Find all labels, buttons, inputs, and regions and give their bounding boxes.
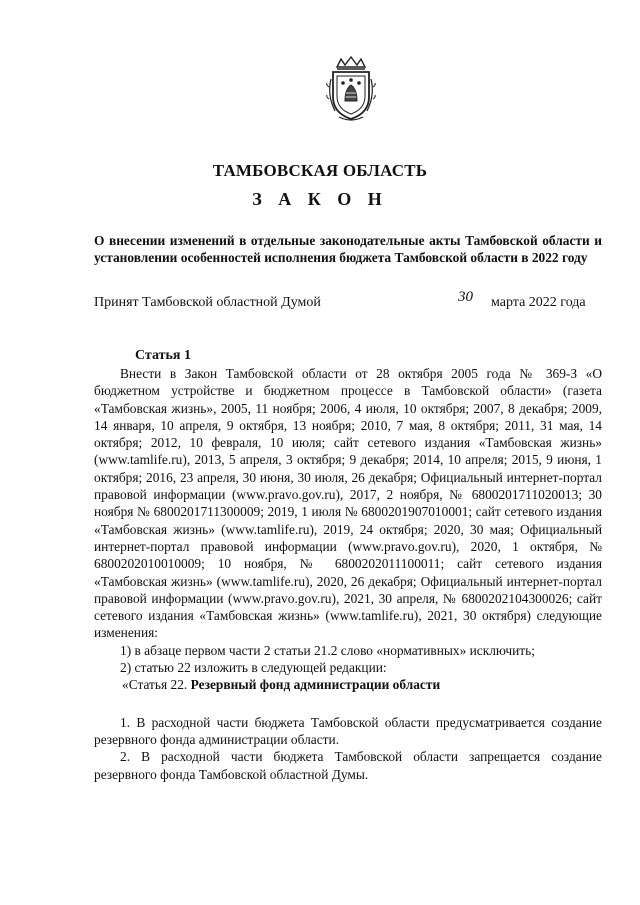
article-body	[94, 365, 602, 783]
article-intro: Внести в Закон Тамбовской области от 28 октября 2005 года № 369-З «О бюджетном устройстве и бюджетном процессе в Тамбовской области» (газета «Тамбовская жизнь», 2005, 11 ноября; 2006, 4 июля, 10 октября; 2007, 8 декабря; 2009, 14 января, 10 апреля, 9 октября, 13 ноября; 2010, 7 мая, 8 октября; 2011, 31 мая, 14 октября; 2012, 10 февраля, 10 июля; сайт сетевого издания «Тамбовская жизнь» (www.tamlife.ru), 2013, 5 апреля, 3 октября; 9 декабря; 2014, 10 апреля; 2015, 9 июня, 1 октября; 2016, 23 апреля, 30 июня, 30 июля, 26 декабря; Официальный интернет-портал правовой информации (www.pravo.gov.ru), 2017, 2 ноября, № 6800201711020013; 30 ноября № 6800201711300009; 2019, 1 июля № 6800201907010001; сайт сетевого издания «Тамбовская жизнь» (www.tamlife.ru), 2019, 24 октября; 2020, 30 мая; Официальный интернет-портал правовой информации (www.pravo.gov.ru), 2020, 1 октября, № 6800202010010009; 10 ноября, № 6800202011100011; сайт сетевого издания «Тамбовская жизнь» (www.tamlife.ru), 2020, 26 декабря; Официальный интернет-портал правовой информации (www.pravo.gov.ru), 2021, 30 апреля, № 6800202104300026; сайт сетевого издания «Тамбовская жизнь» (www.tamlife.ru), 2021, 30 октября) следующие изменения:	[94, 366, 602, 641]
article-heading: Статья 1	[135, 348, 191, 363]
amendment-item-1: 1) в абзаце первом части 2 статьи 21.2 слово «нормативных» исключить;	[120, 642, 535, 658]
quoted-paragraph-2: 2. В расходной части бюджета Тамбовской области запрещается создание резервного фонда Тамбовской областной Думы.	[94, 749, 602, 782]
adoption-day: 30	[458, 289, 473, 305]
quoted-article-title: Резервный фонд администрации области	[190, 677, 441, 693]
quoted-article-prefix: «Статья 22.	[122, 677, 191, 693]
law-subject: О внесении изменений в отдельные законодательные акты Тамбовской области и установлении особенностей исполнения бюджета Тамбовской области в 2022 году	[94, 233, 602, 265]
region-title: ТАМБОВСКАЯ ОБЛАСТЬ	[212, 161, 428, 180]
adoption-date: марта 2022 года	[491, 295, 586, 310]
quoted-article-heading	[94, 676, 602, 693]
paragraph-gap	[94, 694, 602, 714]
amendment-item-2: 2) статью 22 изложить в следующей редакции:	[120, 660, 387, 676]
adoption-label: Принят Тамбовской областной Думой	[94, 295, 321, 310]
coat-of-arms-icon	[323, 55, 379, 123]
law-title: З А К О Н	[252, 189, 388, 209]
quoted-paragraph-1: 1. В расходной части бюджета Тамбовской области предусматривается создание резервного фонда администрации области.	[94, 714, 602, 747]
